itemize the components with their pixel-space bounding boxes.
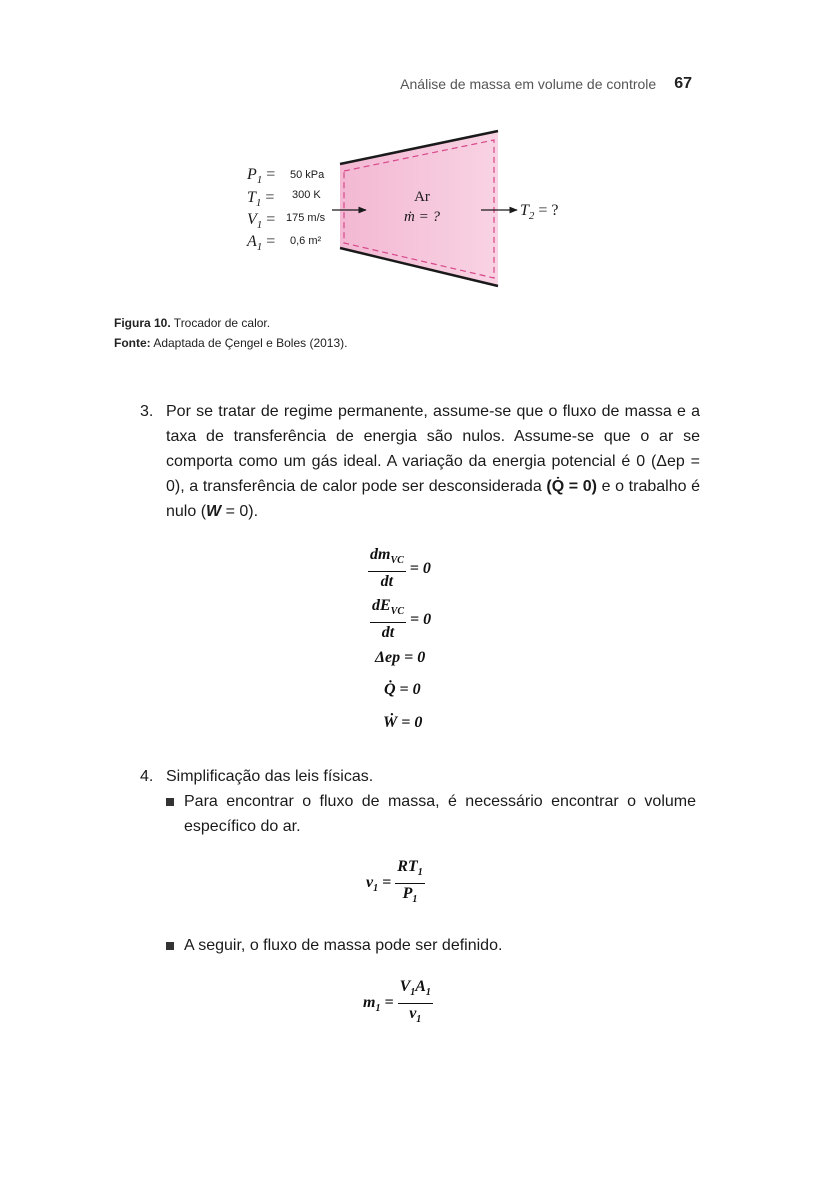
figure-caption-line bbox=[114, 313, 347, 333]
body-label: Ar bbox=[414, 189, 430, 205]
item3-q-expression: (Q̇ = 0) bbox=[546, 478, 597, 495]
equation-w-dot: Ẇ = 0 bbox=[383, 714, 423, 731]
input-a1-symbol: $A_1$ = bbox=[247, 233, 276, 253]
bullet-item-1 bbox=[166, 789, 696, 839]
heat-exchanger-figure bbox=[240, 122, 580, 297]
body-flow-label: ṁ = ? bbox=[404, 209, 440, 225]
list-item-number: 4. bbox=[140, 768, 154, 785]
item3-w-symbol: W bbox=[206, 503, 222, 520]
source-text: Adaptada de Çengel e Boles (2013). bbox=[150, 336, 348, 350]
bullet-square-icon bbox=[166, 942, 174, 950]
page-number: 67 bbox=[674, 75, 692, 92]
item3-text-after: = 0). bbox=[221, 503, 259, 520]
list-item-number: 3. bbox=[140, 403, 154, 420]
input-p1-symbol: $P_1$ = bbox=[247, 166, 276, 186]
figure-source-line bbox=[114, 333, 347, 353]
list-item-4 bbox=[140, 764, 700, 789]
input-t1-symbol: $T_1$ = bbox=[247, 189, 275, 209]
bullet-item-2 bbox=[166, 933, 696, 958]
bullet-item-2-text: A seguir, o fluxo de massa pode ser definido. bbox=[184, 937, 503, 954]
item3-text-before: Por se tratar de regime permanente, assume-se que o fluxo de massa e a taxa de transferência de energia são nulos. Assume-se que o ar se comporta como um gás ideal. A variação da energia potencial é 0 (Δep = 0), a transferência de calor pode ser desconsiderada bbox=[166, 403, 700, 495]
list-item-text bbox=[166, 399, 700, 524]
running-header bbox=[380, 72, 692, 96]
bullet-square-icon bbox=[166, 798, 174, 806]
item3-text-middle: e o trabalho é nulo ( bbox=[166, 478, 701, 520]
source-label: Fonte: bbox=[114, 336, 151, 350]
equation-specific-volume: $v_1$ = $\frac{RT_1}{P_1}$ bbox=[366, 858, 423, 906]
list-item-text: Simplificação das leis físicas. bbox=[166, 768, 374, 785]
equation-de-vc: $\frac{dE_{VC}}{dt}$ = 0 bbox=[372, 597, 432, 642]
bullet-item-1-text: Para encontrar o fluxo de massa, é necessário encontrar o volume específico do ar. bbox=[184, 793, 696, 835]
equation-dm-vc: $\frac{dm_{VC}}{dt}$ = 0 bbox=[370, 546, 431, 591]
figure-title: Trocador de calor. bbox=[170, 316, 271, 330]
input-v1-value: 175 m/s bbox=[286, 212, 326, 224]
input-v1-symbol: $V_1$ = bbox=[247, 211, 276, 231]
input-t1-value: 300 K bbox=[292, 189, 321, 201]
input-a1-value: 0,6 m² bbox=[290, 235, 322, 247]
input-p1-value: 50 kPa bbox=[290, 169, 325, 181]
list-item-3 bbox=[140, 399, 700, 524]
equation-q-dot: Q̇ = 0 bbox=[384, 681, 421, 698]
output-t2-label: $T_2$ = ? bbox=[520, 202, 559, 222]
running-header-title: Análise de massa em volume de controle bbox=[400, 76, 657, 92]
equation-delta-ep: Δep = 0 bbox=[375, 649, 426, 666]
figure-label: Figura 10. bbox=[114, 316, 171, 330]
figure-caption bbox=[114, 313, 347, 353]
equation-mass-flow: $m_1$ = $\frac{V_1A_1}{v_1}$ bbox=[363, 978, 431, 1026]
